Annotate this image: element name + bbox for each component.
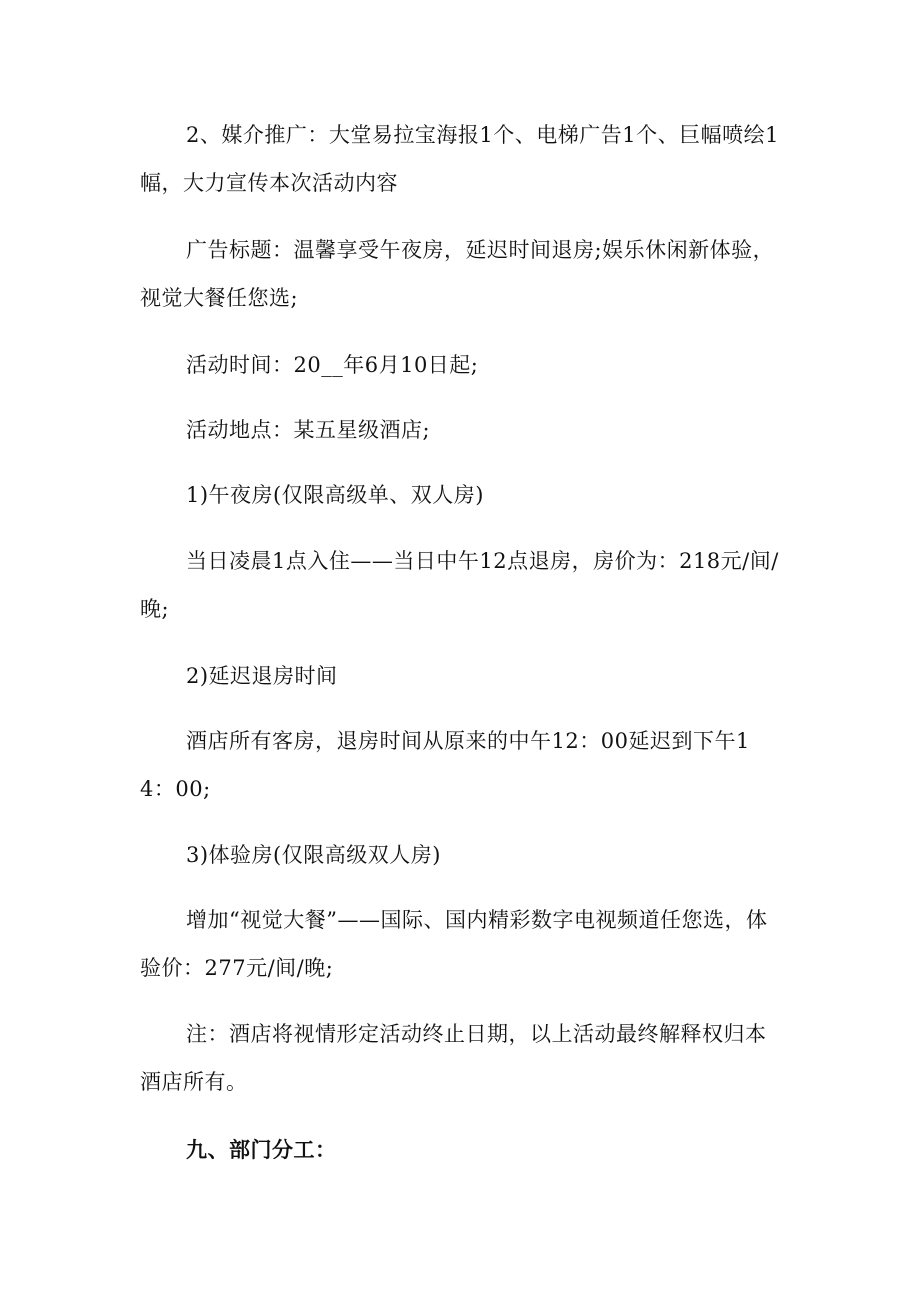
paragraph-note: 注：酒店将视情形定活动终止日期，以上活动最终解释权归本酒店所有。 xyxy=(140,1022,767,1094)
paragraph-experience-room-detail: 增加“视觉大餐”——国际、国内精彩数字电视频道任您选，体验价：277元/间/晚; xyxy=(140,908,768,980)
paragraph-ad-title: 广告标题：温馨享受午夜房，延迟时间退房;娱乐休闲新体验，视觉大餐任您选; xyxy=(140,238,775,310)
paragraph-event-time: 活动时间：20__年6月10日起; xyxy=(186,353,479,377)
paragraph-midnight-room-detail: 当日凌晨1点入住——当日中午12点退房，房价为：218元/间/晚; xyxy=(140,549,779,621)
paragraph-experience-room: 3)体验房(仅限高级双人房) xyxy=(186,843,441,867)
paragraph-media-promotion: 2、媒介推广：大堂易拉宝海报1个、电梯广告1个、巨幅喷绘1幅，大力宣传本次活动内容 xyxy=(140,123,779,195)
paragraph-midnight-room: 1)午夜房(仅限高级单、双人房) xyxy=(186,483,484,507)
section-heading: 九、部门分工： xyxy=(186,1137,337,1162)
paragraph-late-checkout-detail: 酒店所有客房，退房时间从原来的中午12：00延迟到下午14：00; xyxy=(140,729,750,801)
paragraph-late-checkout: 2)延迟退房时间 xyxy=(186,664,338,688)
paragraph-event-location: 活动地点：某五星级酒店; xyxy=(186,418,431,442)
